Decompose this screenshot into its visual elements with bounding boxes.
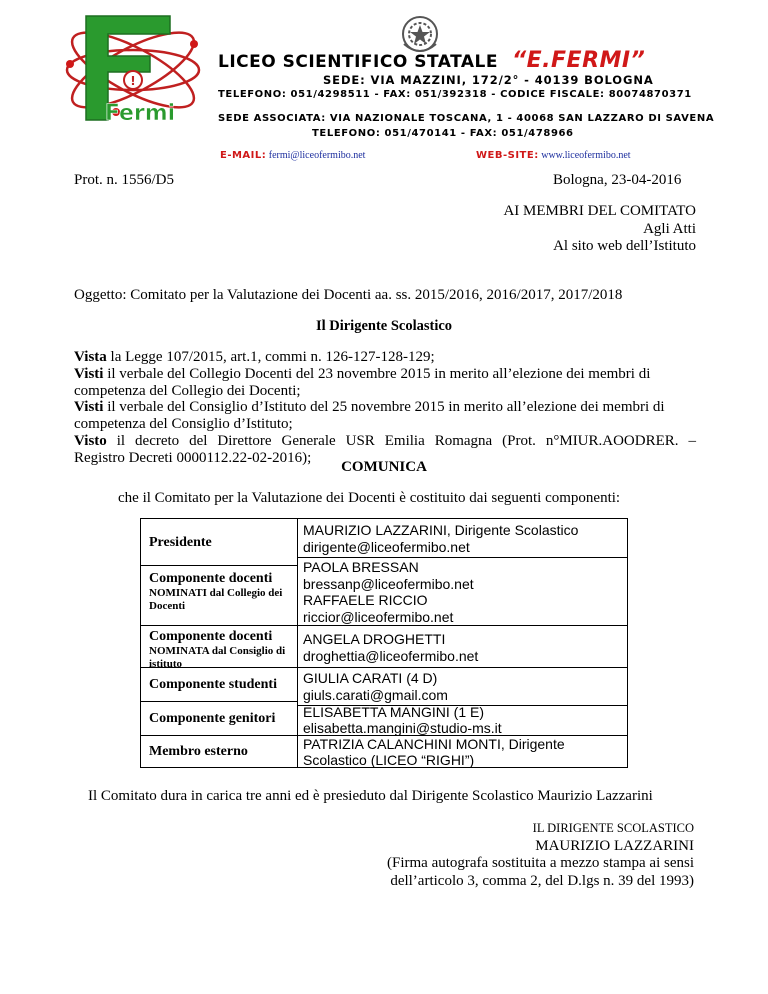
member-line: MAURIZIO LAZZARINI, Dirigente Scolastico xyxy=(303,522,579,538)
school-address: SEDE: VIA MAZZINI, 172/2° - 40139 BOLOGNA xyxy=(323,73,654,87)
recipients-block xyxy=(503,203,696,256)
recipient-line: Al sito web dell’Istituto xyxy=(553,238,696,254)
signature-note: (Firma autografa sostituita a mezzo stampa ai sensi xyxy=(387,855,694,871)
role-students: Componente studenti xyxy=(149,677,277,692)
member-line: RAFFAELE RICCIO xyxy=(303,592,428,608)
row-separator xyxy=(297,557,627,558)
svg-text:!: ! xyxy=(130,74,136,88)
member-line: ANGELA DROGHETTI xyxy=(303,631,446,647)
considerations-block xyxy=(74,349,696,467)
document-date: Bologna, 23-04-2016 xyxy=(553,172,682,188)
school-title xyxy=(218,48,645,73)
member-line: PAOLA BRESSAN xyxy=(303,559,419,575)
closing-text: Il Comitato dura in carica tre anni ed è presieduto dal Dirigente Scolastico Maurizio Lazzarini xyxy=(88,788,653,804)
consideration-cont: Registro Decreti 0000112.22-02-2016); xyxy=(74,449,312,466)
school-name: “E.FERMI” xyxy=(511,48,646,73)
signature-note: dell’articolo 3, comma 2, del D.lgs n. 39 del 1993) xyxy=(390,872,694,889)
member-email: droghettia@liceofermibo.net xyxy=(303,648,479,664)
protocol-number: Prot. n. 1556/D5 xyxy=(74,172,175,188)
communicates-heading: COMUNICA xyxy=(341,459,427,475)
school-phone: TELEFONO: 051/4298511 - FAX: 051/392318 - CODICE FISCALE: 80074870371 xyxy=(218,89,692,100)
committee-table xyxy=(140,518,628,768)
subject-line: Oggetto: Comitato per la Valutazione dei Docenti aa. ss. 2015/2016, 2016/2017, 2017/2018 xyxy=(74,287,623,303)
role-teacher-council: Componente docenti NOMINATA dal Consiglio di istituto xyxy=(149,629,286,670)
member-email: riccior@liceofermibo.net xyxy=(303,609,454,625)
branch-address: SEDE ASSOCIATA: VIA NAZIONALE TOSCANA, 1 - 40068 SAN LAZZARO DI SAVENA xyxy=(218,113,715,124)
member-line: PATRIZIA CALANCHINI MONTI, Dirigente xyxy=(303,736,565,752)
website-link[interactable]: www.liceofermibo.net xyxy=(541,150,631,161)
signature-title: IL DIRIGENTE SCOLASTICO xyxy=(532,821,694,835)
branch-phone: TELEFONO: 051/470141 - FAX: 051/478966 xyxy=(312,128,574,139)
row-separator xyxy=(141,625,627,626)
school-logo xyxy=(58,8,208,138)
school-website[interactable] xyxy=(476,150,631,161)
school-prefix: LICEO SCIENTIFICO STATALE xyxy=(218,52,498,72)
row-separator xyxy=(141,701,297,702)
web-label: WEB-SITE: xyxy=(476,150,539,161)
email-label: E-MAIL: xyxy=(220,150,267,161)
row-separator xyxy=(141,735,297,736)
role-parents: Componente genitori xyxy=(149,711,276,726)
role-teachers-college: Componente docenti NOMINATI dal Collegio dei Docenti xyxy=(149,571,283,612)
email-link[interactable]: fermi@liceofermibo.net xyxy=(268,150,366,161)
member-line: GIULIA CARATI (4 D) xyxy=(303,670,438,686)
member-line: Scolastico (LICEO “RIGHI”) xyxy=(303,752,475,768)
role-president: Presidente xyxy=(149,535,212,550)
consideration-cont: competenza del Consiglio d’Istituto; xyxy=(74,416,293,433)
school-email[interactable] xyxy=(220,150,365,161)
consideration-item: Visti il verbale del Collegio Docenti del 23 novembre 2015 in merito all’elezione dei membri di xyxy=(74,365,651,382)
intro-text: che il Comitato per la Valutazione dei Docenti è costituito dai seguenti componenti: xyxy=(118,490,621,506)
signature-name: MAURIZIO LAZZARINI xyxy=(535,837,694,854)
consideration-item: Visti il verbale del Consiglio d’Istituto del 25 novembre 2015 in merito all’elezione dei membri di xyxy=(74,399,665,416)
signature-block xyxy=(387,820,694,890)
member-email: giuls.carati@gmail.com xyxy=(303,687,448,703)
issuer-heading: Il Dirigente Scolastico xyxy=(315,318,453,334)
row-separator xyxy=(141,565,297,566)
member-email: elisabetta.mangini@studio-ms.it xyxy=(303,720,502,736)
member-line: ELISABETTA MANGINI (1 E) xyxy=(303,704,485,720)
recipient-line: Agli Atti xyxy=(643,220,696,237)
member-email: dirigente@liceofermibo.net xyxy=(303,539,470,555)
consideration-item: Vista la Legge 107/2015, art.1, commi n. 126-127-128-129; xyxy=(74,349,435,365)
recipient-line: AI MEMBRI DEL COMITATO xyxy=(503,203,696,219)
consideration-item: Visto il decreto del Direttore Generale USR Emilia Romagna (Prot. n°MIUR.AOODRER. – xyxy=(74,432,696,449)
member-email: bressanp@liceofermibo.net xyxy=(303,576,474,592)
consideration-cont: competenza del Collegio dei Docenti; xyxy=(74,382,301,399)
logo-text: Fermi xyxy=(104,101,176,126)
role-external: Membro esterno xyxy=(149,744,248,759)
